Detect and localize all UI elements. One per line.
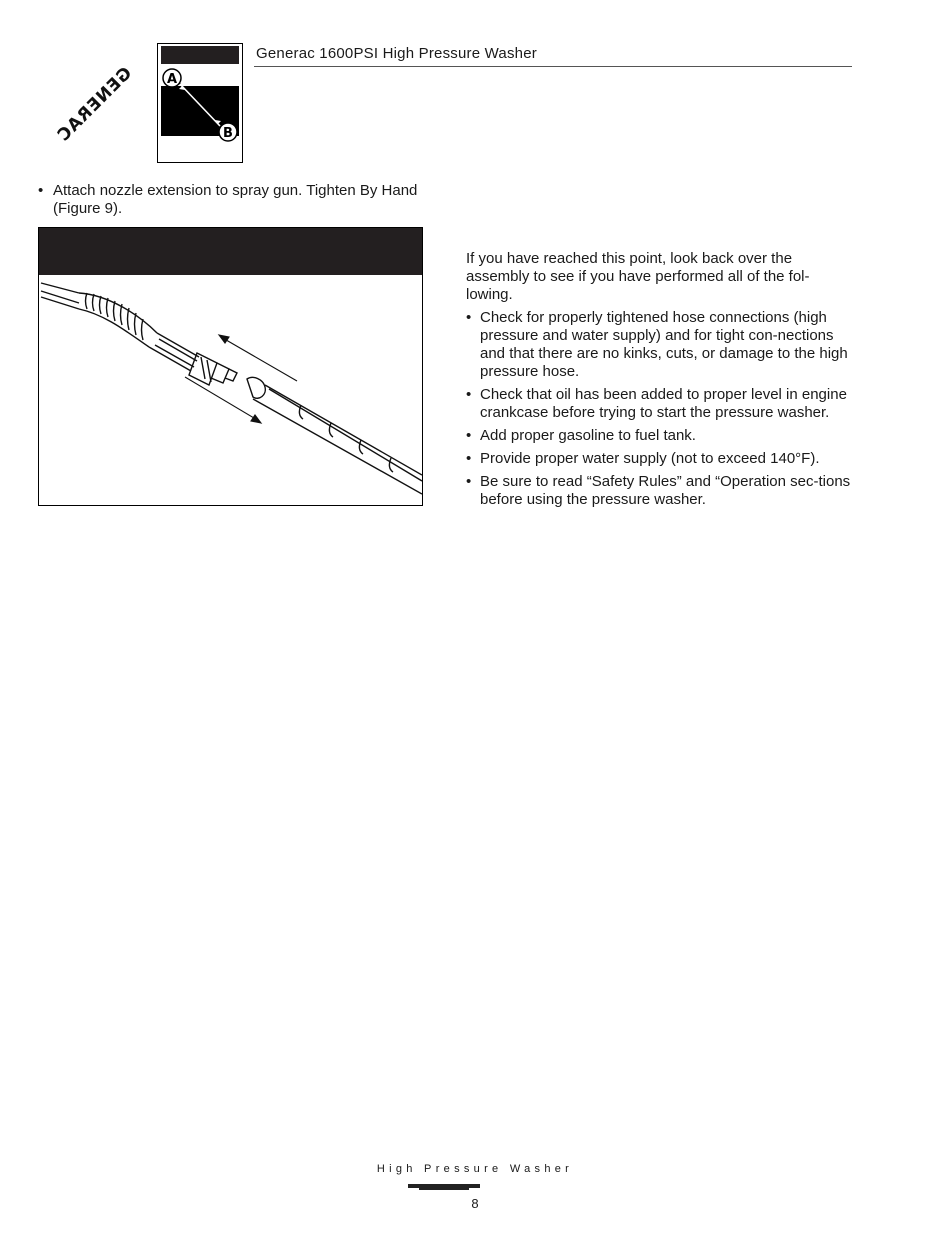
list-item-text: Check for properly tightened hose connections (high pressure and water supply) and for tight con-nections and that there are no kinks, cuts, or damage to the high pressure hose. (480, 309, 848, 380)
logo-text: GENERAC (53, 63, 137, 147)
list-item-text: Provide proper water supply (not to exceed 140°F). (480, 450, 820, 467)
assembly-checklist (466, 250, 856, 514)
left-instruction-text: Attach nozzle extension to spray gun. Tighten By Hand (Figure 9). (53, 182, 418, 217)
list-item (466, 309, 856, 381)
list-item (466, 427, 856, 445)
list-item-text: Add proper gasoline to fuel tank. (480, 427, 696, 444)
inset-figure (157, 43, 243, 163)
footer-label: High Pressure Washer (376, 1163, 574, 1175)
bullet-dot: • (466, 427, 472, 444)
callout-b-label: B (223, 126, 233, 141)
list-item (466, 450, 856, 468)
bullet-dot: • (466, 309, 472, 326)
list-item-text: Check that oil has been added to proper level in engine crankcase before trying to start the pressure washer. (480, 386, 847, 421)
bullet-dot: • (466, 473, 472, 490)
bullet-dot: • (38, 182, 44, 199)
generac-logo (38, 48, 150, 160)
list-item (466, 386, 856, 422)
nozzle-extension-illustration (39, 275, 422, 504)
left-instruction (38, 182, 418, 218)
list-item-text: Be sure to read “Safety Rules” and “Operation sec-tions before using the pressure washer. (480, 473, 851, 508)
gun-bellows (79, 293, 157, 347)
bullet-dot: • (466, 386, 472, 403)
figure-9 (38, 227, 423, 506)
header-rule (254, 66, 852, 67)
footer-rule-shadow (419, 1188, 469, 1190)
callout-a-label: A (166, 72, 178, 87)
page-number: 8 (471, 1196, 479, 1211)
list-item (466, 473, 856, 509)
page-header-title: Generac 1600PSI High Pressure Washer (256, 45, 537, 62)
figure-9-title-bar (39, 228, 422, 275)
bullet-dot: • (466, 450, 472, 467)
checklist-intro: If you have reached this point, look back over the assembly to see if you have performed all of the fol-lowing. (466, 250, 810, 303)
